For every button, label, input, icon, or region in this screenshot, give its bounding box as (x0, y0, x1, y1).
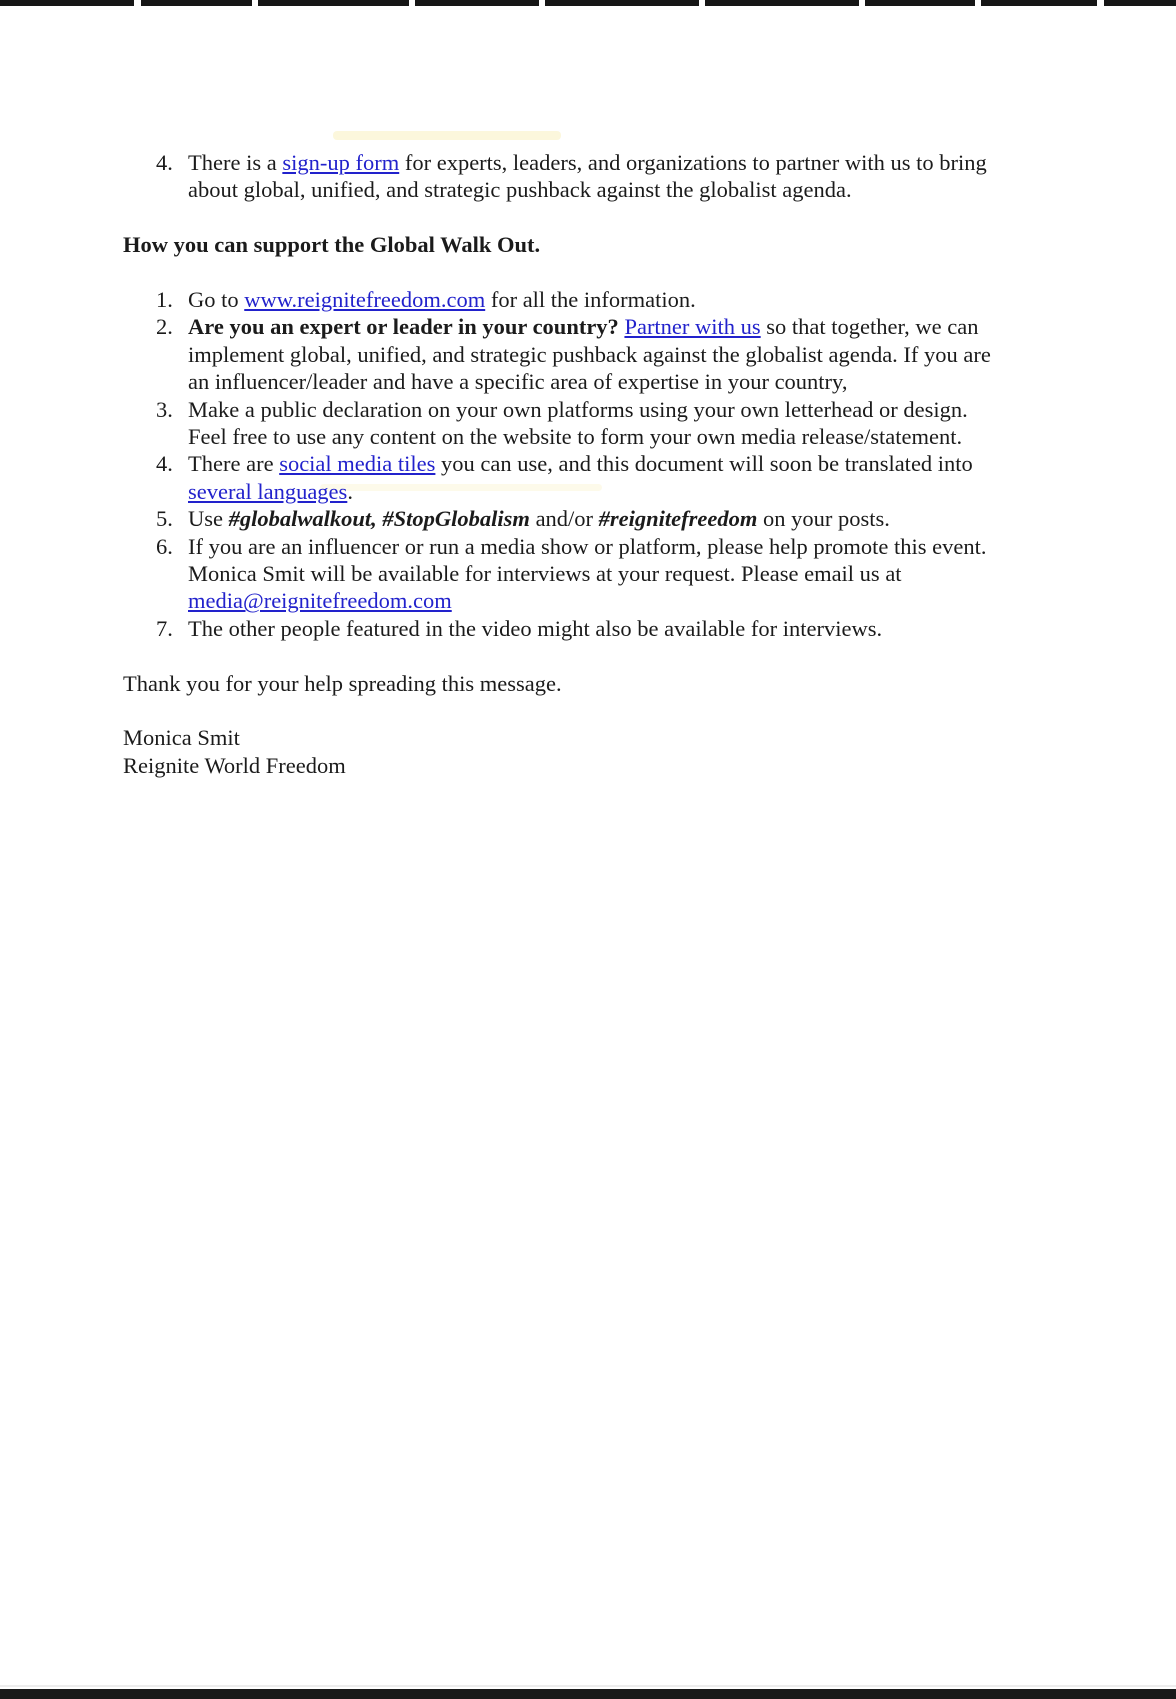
text-run: The other people featured in the video might also be available for interviews. (188, 615, 883, 641)
text-run: #globalwalkout, #StopGlobalism (228, 506, 530, 532)
text-run: Use (188, 506, 229, 532)
text-run: so that together, we can implement global, unified, and strategic pushback against the globalist agenda. If you are an influencer/leader and have a specific area of expertise in your country, (188, 314, 991, 395)
highlight-artifact (333, 131, 561, 140)
list-item-text (188, 150, 987, 202)
text-run: There are (188, 451, 280, 477)
list-number: 2. (156, 314, 173, 340)
list-number: 4. (156, 451, 173, 477)
section-heading: How you can support the Global Walk Out. (123, 232, 541, 258)
list-number: 1. (156, 287, 173, 312)
text-run: . (347, 478, 353, 504)
list-item-text (188, 314, 991, 394)
list-item (123, 505, 1011, 532)
several-languages-link[interactable]: several languages (188, 478, 348, 504)
partner-with-us-link[interactable]: Partner with us (624, 314, 761, 340)
list-number: 6. (156, 533, 173, 559)
list-item-text (188, 451, 973, 503)
list-item (123, 313, 1011, 395)
list-number: 3. (156, 396, 173, 422)
text-run: and/or (529, 506, 599, 532)
list-item-text (188, 287, 696, 312)
reignitefreedom-link[interactable]: www.reignitefreedom.com (244, 287, 486, 312)
list-item (123, 396, 1011, 451)
signature-name: Monica Smit (123, 725, 240, 751)
list-item (123, 533, 1011, 615)
sign-up-form-link[interactable]: sign-up form (282, 150, 400, 175)
list-number: 7. (156, 615, 173, 641)
list-item-text (188, 506, 890, 531)
closing-text: Thank you for your help spreading this message. (123, 670, 562, 696)
social-media-tiles-link[interactable]: social media tiles (279, 451, 436, 477)
support-list (123, 286, 1011, 642)
list-item-text (188, 397, 968, 449)
list-number: 5. (156, 506, 173, 532)
list-item (123, 286, 1011, 313)
list-item-text (188, 616, 882, 641)
list-item (123, 149, 1011, 204)
intro-list (123, 149, 1011, 204)
text-run: If you are an influencer or run a media show or platform, please help promote this event. Monica Smit will be available for interviews at your request. Please email us at (188, 533, 987, 587)
text-run: for all the information. (485, 287, 696, 312)
signature-org: Reignite World Freedom (123, 752, 346, 778)
document-body (123, 149, 1011, 807)
media-email-link[interactable]: media@reignitefreedom.com (188, 588, 452, 614)
list-number: 4. (156, 150, 173, 175)
signature (123, 724, 1011, 779)
text-run: Make a public declaration on your own platforms using your own letterhead or design. Feel free to use any content on the website to form your own media release/statement. (188, 396, 968, 450)
top-scan-bar (0, 0, 1176, 6)
text-run: Are you an expert or leader in your country? (188, 314, 625, 340)
text-run: you can use, and this document will soon be translated into (435, 451, 973, 477)
text-run: on your posts. (757, 506, 890, 532)
text-run: Go to (188, 287, 245, 312)
text-run: There is a (188, 150, 283, 175)
text-run: for experts, leaders, and organizations to partner with us to bring about global, unified, and strategic pushback against the globalist agenda. (188, 150, 987, 203)
list-item-text (188, 534, 986, 614)
list-item (123, 450, 1011, 505)
bottom-scan-bar (0, 1689, 1176, 1699)
list-item (123, 615, 1011, 642)
text-run: #reignitefreedom (598, 506, 758, 532)
